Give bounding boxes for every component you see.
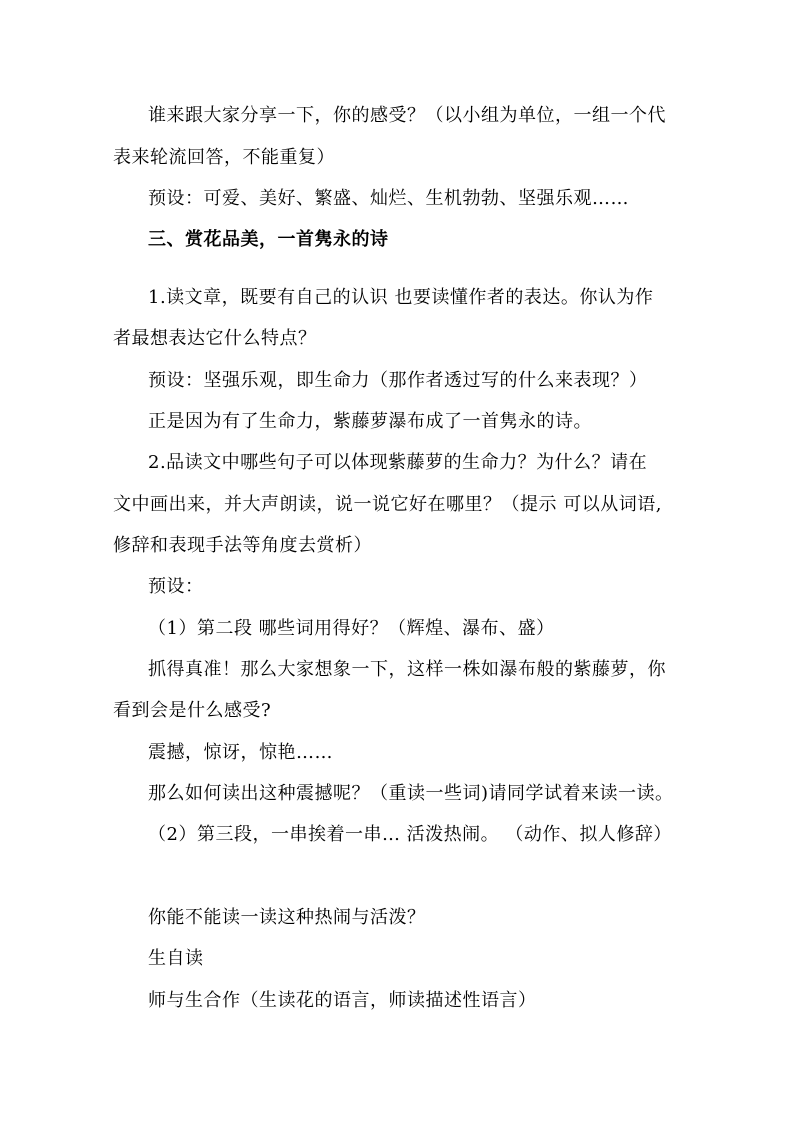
- paragraph-line: 那么如何读出这种震撼呢？（重读一些词)请同学试着来读一读。: [148, 783, 674, 804]
- paragraph-line: 2.品读文中哪些句子可以体现紫藤萝的生命力？为什么？请在: [148, 452, 648, 473]
- paragraph-line: 表来轮流回答，不能重复）: [113, 147, 335, 168]
- paragraph-line: （2）第三段，一串挨着一串… 活泼热闹。 （动作、拟人修辞）: [148, 824, 672, 845]
- paragraph-line: 文中画出来，并大声朗读，说一说它好在哪里？（提示 可以从词语,: [113, 494, 662, 515]
- paragraph-line: 师与生合作（生读花的语言，师读描述性语言）: [148, 990, 537, 1011]
- paragraph-line: 抓得真准！那么大家想象一下，这样一株如瀑布般的紫藤萝，你: [148, 659, 666, 680]
- paragraph-line: 预设：可爱、美好、繁盛、灿烂、生机勃勃、坚强乐观……: [148, 188, 629, 209]
- paragraph-line: 正是因为有了生命力，紫藤萝瀑布成了一首隽永的诗。: [148, 411, 592, 432]
- paragraph-line: 看到会是什么感受?: [113, 700, 272, 721]
- paragraph-line: 生自读: [148, 948, 204, 969]
- paragraph-line: 预设：: [148, 576, 204, 597]
- paragraph-line: （1）第二段 哪些词用得好？（辉煌、瀑布、盛）: [148, 618, 555, 639]
- paragraph-line: 预设：坚强乐观，即生命力（那作者透过写的什么来表现？）: [148, 370, 648, 391]
- paragraph-line: 1.读文章，既要有自己的认识 也要读懂作者的表达。你认为作: [148, 287, 654, 308]
- paragraph-line: 修辞和表现手法等角度去赏析）: [113, 535, 372, 556]
- paragraph-line: 你能不能读一读这种热闹与活泼？: [148, 907, 426, 928]
- paragraph-line: 者最想表达它什么特点？: [113, 328, 317, 349]
- paragraph-line: 震撼，惊讶，惊艳……: [148, 742, 333, 763]
- paragraph-line: 谁来跟大家分享一下，你的感受？（以小组为单位，一组一个代: [148, 105, 666, 126]
- section-heading: 三、赏花品美，一首隽永的诗: [148, 229, 389, 250]
